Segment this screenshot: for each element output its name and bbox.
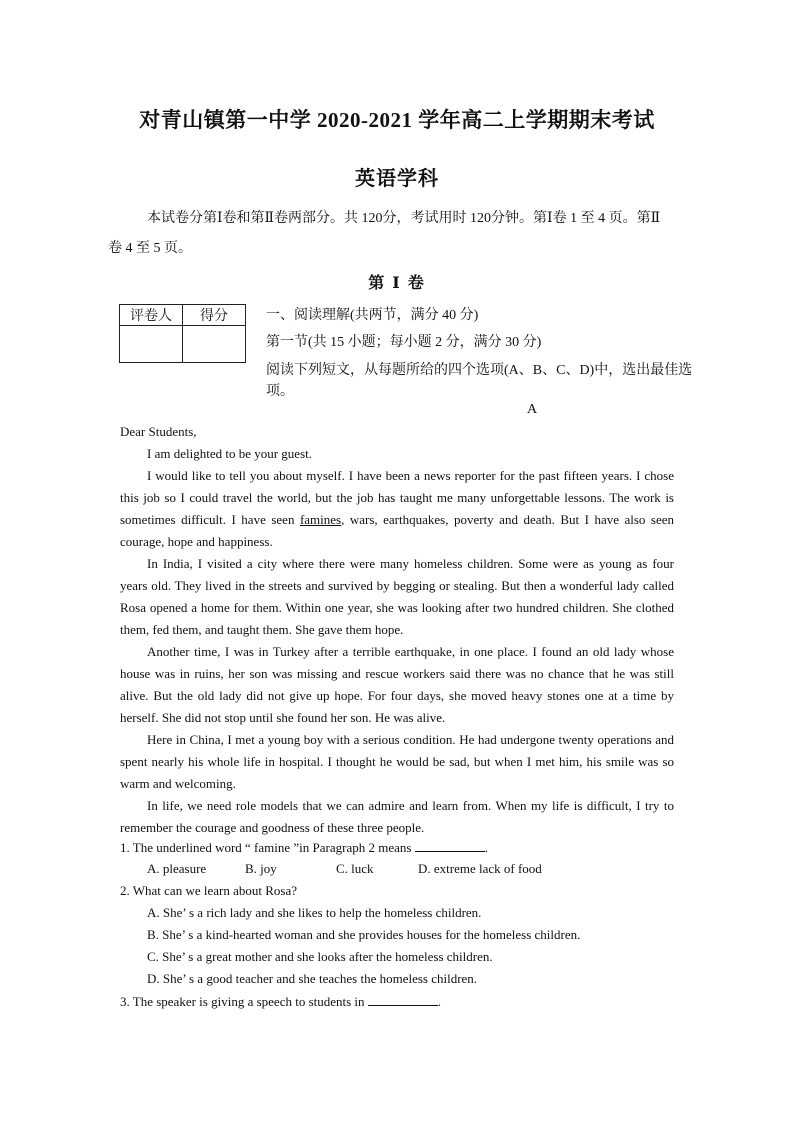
question-2-option-a: A. She’ s a rich lady and she likes to help the homeless children. — [147, 905, 482, 920]
section-part-title: 一、阅读理解(共两节，满分 40 分) — [266, 308, 479, 323]
score-table — [119, 304, 246, 363]
paragraph-2-part-2: , wars, earthquakes, poverty and death. But I have also seen courage, hope and happiness. — [120, 512, 675, 549]
question-3: 3. The speaker is giving a speech to students in . — [120, 994, 442, 1009]
intro-line-2: 卷 4 至 5 页。 — [108, 241, 192, 256]
question-1-option-a: A. pleasure — [147, 861, 207, 876]
paragraph-6: In life, we need role models that we can admire and learn from. When my life is difficult, I try to remember the courage and goodness of these three people. — [120, 798, 674, 835]
question-1-stem: 1. The underlined word “ famine ”in Paragraph 2 means — [120, 840, 412, 855]
letter-greeting: Dear Students, — [120, 424, 197, 439]
answer-blank-3 — [368, 993, 438, 1006]
section-subpart-title: 第一节(共 15 小题；每小题 2 分，满分 30 分) — [266, 335, 542, 350]
exam-title: 对青山镇第一中学 2020-2021 学年高二上学期期末考试 — [139, 108, 655, 132]
instruction-line-2: 项。 — [266, 384, 294, 399]
question-2-option-b: B. She’ s a kind-hearted woman and she provides houses for the homeless children. — [147, 927, 581, 942]
paragraph-5: Here in China, I met a young boy with a serious condition. He had undergone twenty operations and spent nearly his whole life in hospital. I thought he would be sad, but when I met him, his smile was so warm and welcoming. — [120, 732, 674, 791]
score-table-grader-header: 评卷人 — [120, 305, 183, 326]
question-1-option-b: B. joy — [245, 861, 277, 876]
question-2-stem: 2. What can we learn about Rosa? — [120, 883, 297, 898]
question-2-option-d: D. She’ s a good teacher and she teaches the homeless children. — [147, 971, 478, 986]
paragraph-3: In India, I visited a city where there were many homeless children. Some were as young as four years old. They lived in the streets and survived by begging or stealing. But then a wonderful lady called Rosa opened a home for them. Within one year, she was looking after two hundred children. She clothed them, fed them, and taught them. She gave them hope. — [120, 556, 674, 637]
paragraph-2 — [120, 465, 674, 553]
question-1-option-d: D. extreme lack of food — [418, 861, 542, 876]
paragraph-1: I am delighted to be your guest. — [147, 446, 312, 461]
question-1: 1. The underlined word “ famine ”in Paragraph 2 means . — [120, 840, 488, 855]
question-3-stem: 3. The speaker is giving a speech to students in — [120, 994, 365, 1009]
subject-title: 英语学科 — [355, 168, 439, 190]
paragraph-2-part-1: I would like to tell you about myself. I have been a news reporter for the past fifteen years. I chose this job so I could travel the world, but the job has taught me many unforgettable lessons. The work is sometimes difficult. I have seen — [120, 468, 674, 527]
question-2-option-c: C. She’ s a great mother and she looks after the homeless children. — [147, 949, 493, 964]
score-table-score-cell — [183, 326, 246, 363]
answer-blank-1 — [415, 839, 485, 852]
score-table-grader-cell — [120, 326, 183, 363]
volume-title: 第 Ⅰ 卷 — [368, 275, 426, 292]
instruction-line-1: 阅读下列短文，从每题所给的四个选项(A、B、C、D)中，选出最佳选 — [266, 363, 693, 378]
score-table-score-header: 得分 — [183, 305, 246, 326]
intro-line-1: 本试卷分第Ⅰ卷和第Ⅱ卷两部分。共 120分，考试用时 120分钟。第Ⅰ卷 1 至 4 页。第Ⅱ — [147, 211, 661, 226]
underlined-word-famines: famines — [299, 512, 342, 527]
passage-label: A — [527, 402, 538, 417]
question-1-option-c: C. luck — [336, 861, 374, 876]
paragraph-4: Another time, I was in Turkey after a terrible earthquake, in one place. I found an old lady whose house was in ruins, her son was missing and rescue workers said there was no chance that he was still alive. But the old lady did not give up hope. For four days, she moved heavy stones one at a time by herself. She did not stop until she found her son. He was alive. — [120, 644, 674, 725]
